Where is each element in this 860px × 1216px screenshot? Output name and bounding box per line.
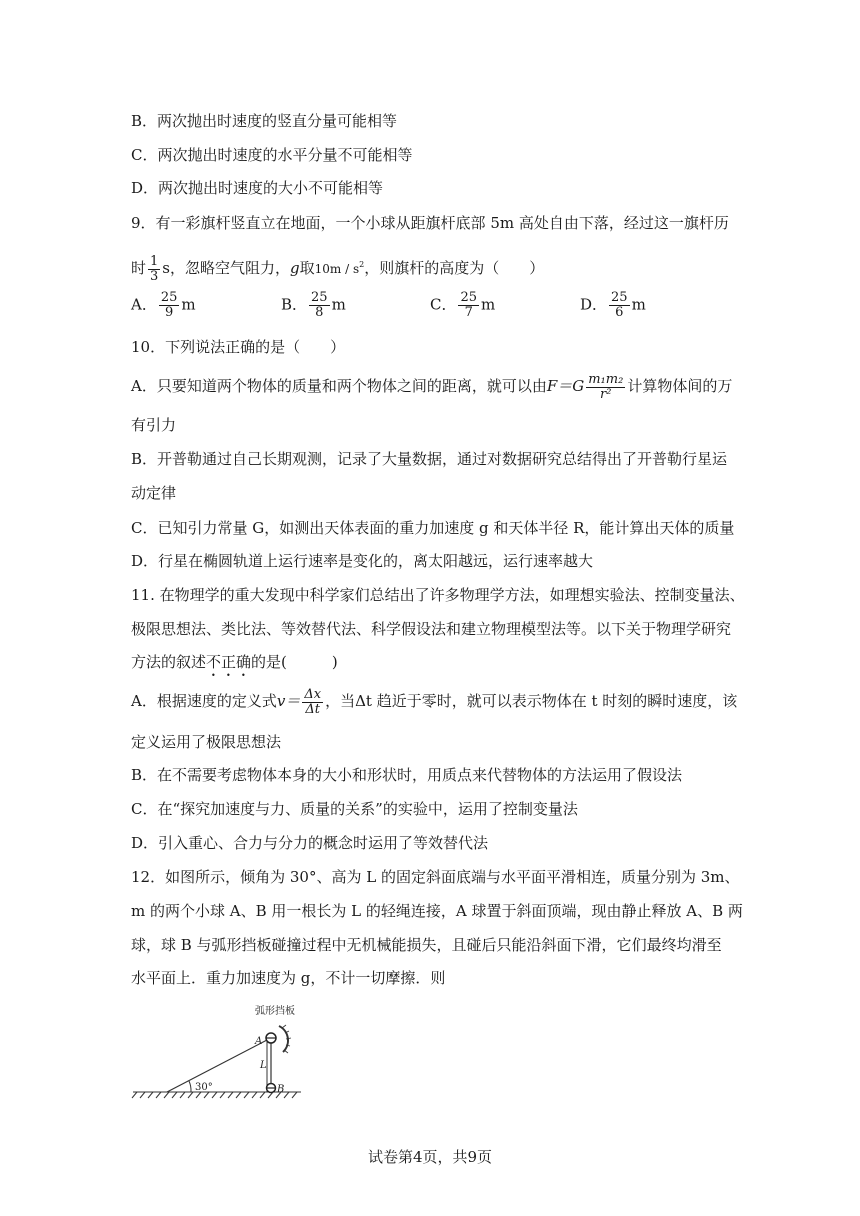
option-letter: A．	[131, 295, 157, 314]
q10-option-c: C．已知引力常量 G，如测出天体表面的重力加速度 g 和天体半径 R，能计算出天体的质量	[131, 519, 735, 537]
fraction-numerator: 25	[611, 290, 628, 305]
incline-surface	[167, 1040, 267, 1092]
g-value: 10m / s	[314, 262, 360, 276]
fraction-numerator: 25	[460, 290, 478, 305]
gravitation-formula-lhs: F＝G	[546, 377, 585, 395]
fraction-numerator: 25	[160, 290, 178, 305]
fraction-denominator: Δt	[305, 701, 320, 717]
g-exponent: 2	[359, 260, 365, 269]
velocity-formula-fraction	[302, 688, 323, 717]
incline-figure	[131, 1000, 321, 1100]
ground-hatching	[132, 1092, 301, 1098]
emphasized-text: 不正确	[206, 653, 252, 671]
fraction-denominator: r²	[600, 386, 612, 402]
q8-option-b: B．两次抛出时速度的竖直分量可能相等	[131, 112, 398, 130]
q11-text: A．根据速度的定义式	[131, 692, 277, 710]
fraction-denominator: 6	[615, 305, 624, 320]
q12-stem-line3: 球，球 B 与弧形挡板碰撞过程中无机械能损失，且碰后只能沿斜面下滑，它们最终均滑至	[131, 936, 722, 954]
q9-text: ，则旗杆的高度为（ ）	[364, 259, 545, 277]
option-unit: m	[631, 295, 646, 314]
q11-text: 的是( )	[251, 653, 338, 671]
gravitation-formula-fraction	[586, 373, 625, 402]
q10-option-a-cont: 有引力	[131, 416, 177, 434]
q10-stem: 10．下列说法正确的是（ ）	[131, 338, 346, 356]
label-b: B	[277, 1084, 285, 1095]
q9-options	[131, 291, 731, 325]
q11-stem-line1: 11. 在物理学的重大发现中科学家们总结出了许多物理学方法，如理想实验法、控制变量法、	[131, 586, 745, 604]
g-symbol: g	[290, 259, 300, 277]
label-l: L	[260, 1060, 267, 1071]
q9-text: 取	[299, 259, 315, 277]
option-fraction	[458, 291, 479, 320]
fraction-numerator: 25	[311, 290, 328, 305]
option-unit: m	[181, 295, 196, 314]
option-unit: m	[331, 295, 346, 314]
q10-text: 计算物体间的万	[627, 377, 733, 395]
q11-stem-line2: 极限思想法、类比法、等效替代法、科学假设法和建立物理模型法等。以下关于物理学研究	[131, 620, 732, 638]
option-letter: B．	[281, 295, 308, 314]
q11-option-d: D．引入重心、合力与分力的概念时运用了等效替代法	[131, 834, 489, 852]
option-fraction	[159, 291, 180, 320]
option-letter: D．	[580, 295, 608, 314]
q11-option-a	[131, 686, 737, 717]
fraction-denominator: 9	[164, 305, 174, 320]
option-fraction	[309, 291, 330, 320]
fraction-denominator: 8	[315, 305, 324, 320]
q8-option-c: C．两次抛出时速度的水平分量不可能相等	[131, 146, 413, 164]
option-letter: C．	[430, 295, 457, 314]
option-unit: m	[481, 295, 496, 314]
q10-option-b-line1: B．开普勒通过自己长期观测，记录了大量数据，通过对数据研究总结得出了开普勒行星运	[131, 450, 728, 468]
q11-stem-line3	[131, 652, 338, 680]
q9-option-b	[281, 291, 346, 320]
q10-option-d: D．行星在椭圆轨道上运行速率是变化的，离太阳越远，运行速率越大	[131, 552, 594, 570]
q12-stem-line4: 水平面上．重力加速度为 g，不计一切摩擦．则	[131, 969, 446, 987]
q9-text: 时	[131, 259, 147, 277]
q9-stem-line2	[131, 250, 544, 284]
q10-option-a	[131, 371, 732, 402]
angle-arc	[189, 1081, 191, 1092]
q9-time-fraction	[148, 255, 160, 284]
fraction-denominator: 7	[464, 305, 473, 320]
q9-option-d	[580, 291, 646, 320]
velocity-formula-lhs: v＝	[276, 692, 301, 710]
q10-text: A．只要知道两个物体的质量和两个物体之间的距离，就可以由	[131, 377, 547, 395]
fraction-numerator: 1	[150, 253, 159, 269]
q11-option-c: C．在“探究加速度与力、质量的关系”的实验中，运用了控制变量法	[131, 800, 578, 818]
angle-label: 30°	[195, 1082, 213, 1093]
fraction-denominator: 3	[150, 268, 159, 284]
fraction-numerator: m₁m₂	[588, 371, 624, 387]
q11-text: 方法的叙述	[131, 653, 207, 671]
q9-option-c	[430, 291, 495, 320]
q12-stem-line1: 12．如图所示，倾角为 30°、高为 L 的固定斜面底端与水平面平滑相连，质量分别为 3m、	[131, 868, 740, 886]
q12-stem-line2: m 的两个小球 A、B 用一根长为 L 的轻绳连接，A 球置于斜面顶端，现由静止释放 A、B 两	[131, 902, 743, 920]
q9-option-a	[131, 291, 196, 320]
q10-option-b-line2: 动定律	[131, 484, 177, 502]
q11-option-b: B．在不需要考虑物体本身的大小和形状时，用质点来代替物体的方法运用了假设法	[131, 766, 683, 784]
label-a: A	[255, 1036, 263, 1047]
q9-text: s，忽略空气阻力，	[162, 259, 290, 277]
q9-stem-line1: 9．有一彩旗杆竖直立在地面，一个小球从距旗杆底部 5m 高处自由下落，经过这一旗杆历	[131, 214, 729, 232]
fraction-numerator: Δx	[304, 686, 322, 702]
q8-option-d: D．两次抛出时速度的大小不可能相等	[131, 179, 384, 197]
q11-text: ，当Δt 趋近于零时，就可以表示物体在 t 时刻的瞬时速度，该	[325, 692, 738, 710]
option-fraction	[609, 291, 630, 320]
q11-option-a-cont: 定义运用了极限思想法	[131, 733, 282, 751]
page-footer: 试卷第4页，共9页	[367, 1148, 493, 1166]
baffle-label: 弧形挡板	[255, 1006, 295, 1017]
